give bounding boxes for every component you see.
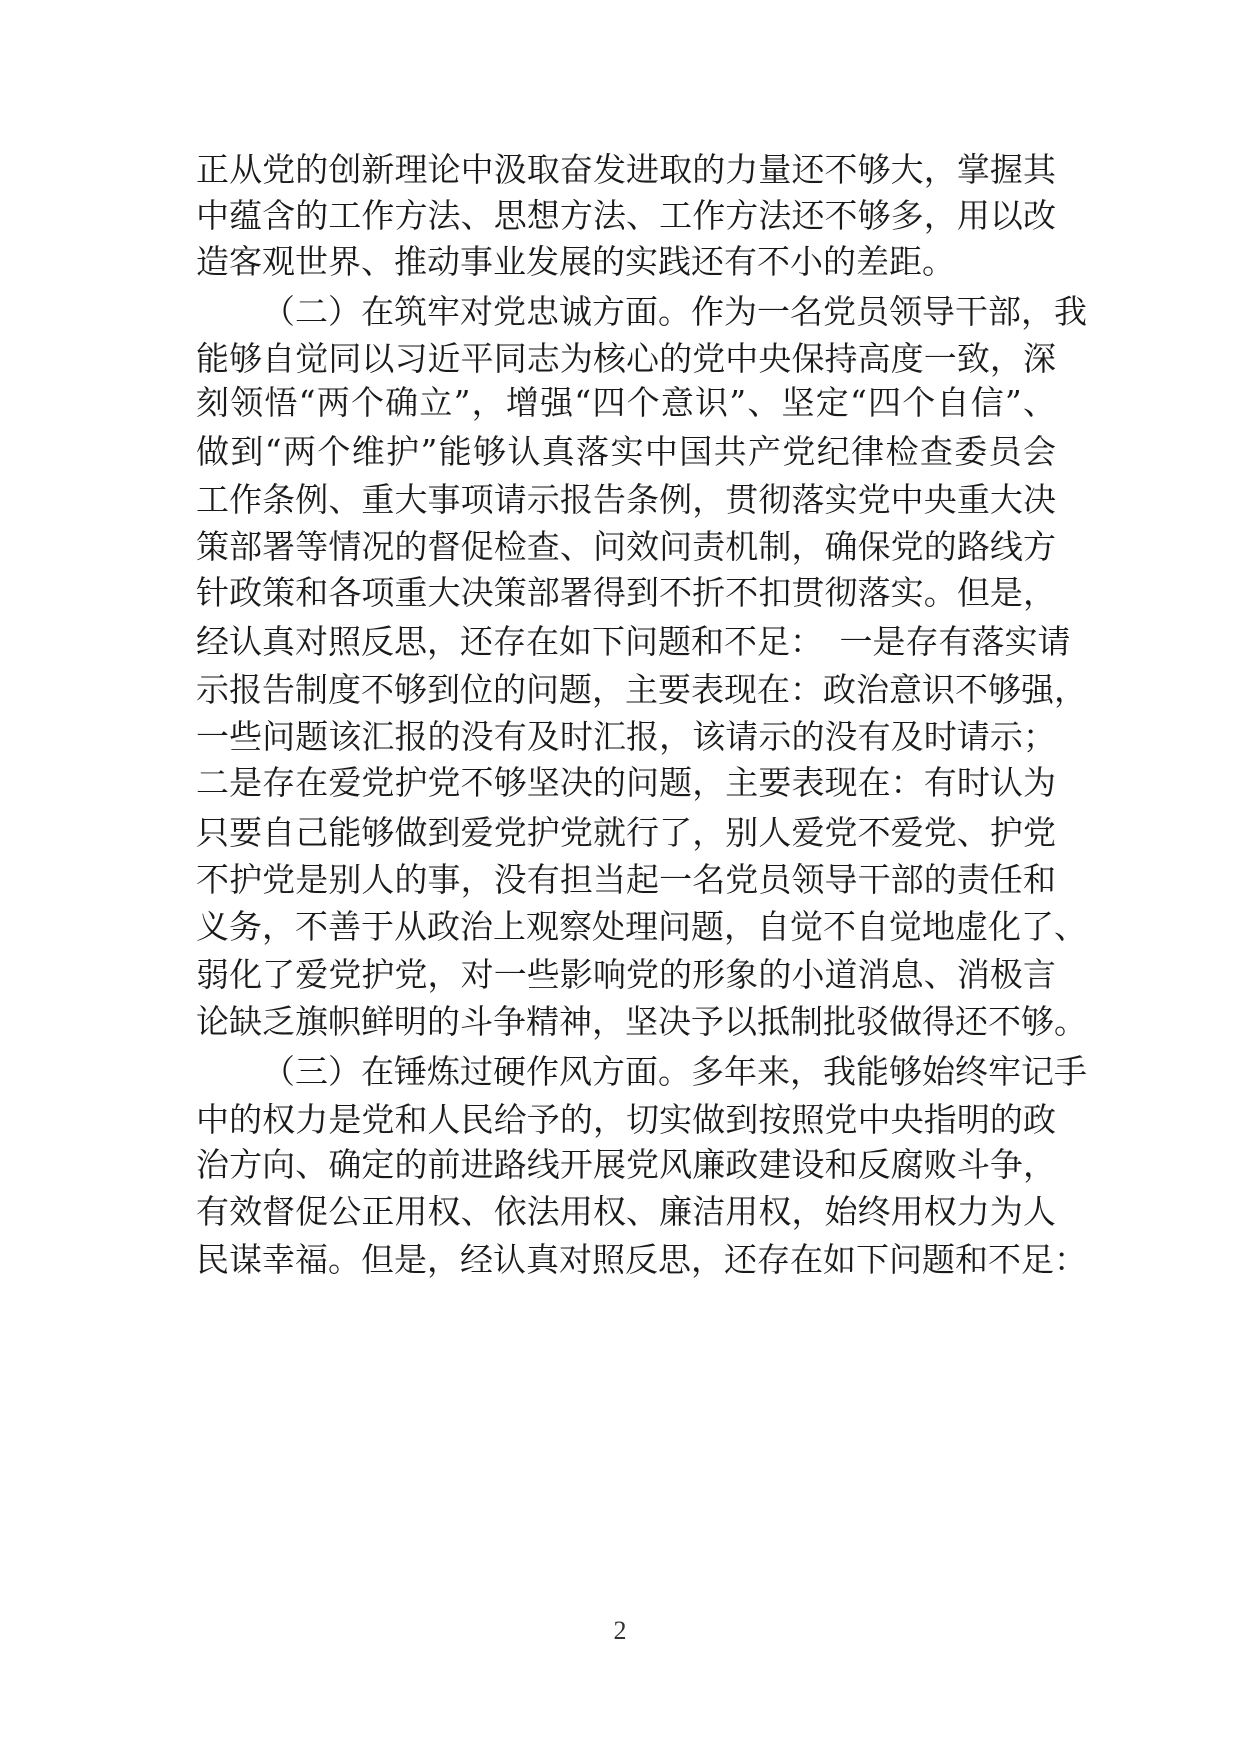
text-line: 工作条例、重大事项请示报告条例，贯彻落实党中央重大决 — [196, 480, 1056, 519]
text-line: 针政策和各项重大决策部署得到不折不扣贯彻落实。但是， — [196, 573, 1056, 612]
text-line: （二）在筑牢对党忠诚方面。作为一名党员领导干部，我 — [262, 292, 1087, 331]
text-line: 民谋幸福。但是，经认真对照反思，还存在如下问题和不足： — [196, 1240, 1087, 1279]
text-line: 刻领悟“两个确立”，增强“四个意识”、坚定“四个自信”、 — [196, 383, 1056, 422]
text-line: 二是存在爱党护党不够坚决的问题，主要表现在：有时认为 — [196, 763, 1056, 802]
text-line: 做到“两个维护”能够认真落实中国共产党纪律检查委员会 — [196, 432, 1056, 471]
text-line: 义务，不善于从政治上观察处理问题，自觉不自觉地虚化了、 — [196, 907, 1087, 946]
text-line: 中的权力是党和人民给予的，切实做到按照党中央指明的政 — [196, 1100, 1056, 1139]
text-line: 一些问题该汇报的没有及时汇报，该请示的没有及时请示； — [196, 717, 1056, 756]
text-line: （三）在锤炼过硬作风方面。多年来，我能够始终牢记手 — [262, 1052, 1087, 1091]
text-line: 示报告制度不够到位的问题，主要表现在：政治意识不够强， — [196, 670, 1087, 709]
text-line: 治方向、确定的前进路线开展党风廉政建设和反腐败斗争， — [196, 1145, 1056, 1184]
text-line: 经认真对照反思，还存在如下问题和不足： 一是存有落实请 — [196, 622, 1071, 661]
text-line: 有效督促公正用权、依法用权、廉洁用权，始终用权力为人 — [196, 1192, 1056, 1231]
text-line: 论缺乏旗帜鲜明的斗争精神，坚决予以抵制批驳做得还不够。 — [196, 1002, 1087, 1041]
text-line: 策部署等情况的督促检查、问效问责机制，确保党的路线方 — [196, 527, 1056, 566]
text-line: 中蕴含的工作方法、思想方法、工作方法还不够多，用以改 — [196, 196, 1056, 235]
text-line: 正从党的创新理论中汲取奋发进取的力量还不够大，掌握其 — [196, 150, 1056, 189]
text-line: 只要自己能够做到爱党护党就行了，别人爱党不爱党、护党 — [196, 813, 1056, 852]
text-line: 能够自觉同以习近平同志为核心的党中央保持高度一致，深 — [196, 339, 1056, 378]
page-number: 2 — [613, 1616, 627, 1645]
text-line: 弱化了爱党护党，对一些影响党的形象的小道消息、消极言 — [196, 955, 1056, 994]
text-line: 不护党是别人的事，没有担当起一名党员领导干部的责任和 — [196, 860, 1056, 899]
text-line: 造客观世界、推动事业发展的实践还有不小的差距。 — [196, 242, 955, 281]
